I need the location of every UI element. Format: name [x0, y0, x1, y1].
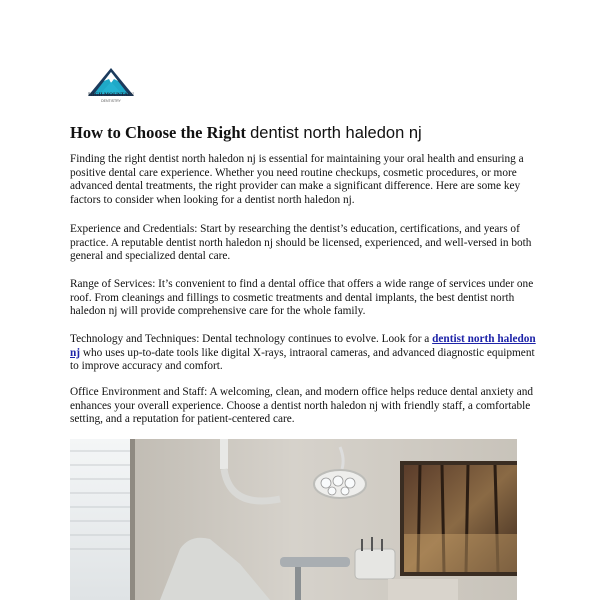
intro-paragraph: Finding the right dentist north haledon nj is essential for maintaining your oral health and ensuring a positive dental care experience. Whether you need routine checkups, cosmetic procedures, or more advanced dental treatments, the right provider can make a significant difference. Here are some key factors to consider when looking for a dentist north haledon nj.: [70, 153, 524, 206]
tech-text-after: who uses up-to-date tools like digital X-rays, intraoral cameras, and advanced diagnostic equipment to improve accuracy and comfort.: [70, 346, 535, 372]
logo-name: HIGH MOUNTAIN: [88, 92, 134, 98]
experience-paragraph: Experience and Credentials: Start by researching the dentist’s education, certifications, and years of practice. A reputable dentist north haledon nj should be licensed, experienced, and well-versed in both general and specialized dental care.: [70, 223, 532, 262]
page-title: [70, 123, 540, 143]
technology-paragraph: [70, 333, 540, 374]
dental-operatory-image: [70, 439, 517, 600]
dentist-link[interactable]: dentist north haledon nj: [70, 333, 536, 359]
logo-subtitle: DENTISTRY: [101, 99, 121, 103]
dental-office-photo: [70, 439, 517, 600]
title-bold: How to Choose the Right: [70, 123, 246, 142]
office-paragraph: Office Environment and Staff: A welcoming, clean, and modern office helps reduce dental anxiety and enhances your overall experience. Choose a dentist north haledon nj with friendly staff, a comfortable setting, and a reputation for patient-centered care.: [70, 386, 534, 425]
title-keyword: dentist north haledon nj: [250, 124, 422, 142]
tech-text-before: Technology and Techniques: Dental technology continues to evolve. Look for a: [70, 333, 433, 345]
services-paragraph: Range of Services: It’s convenient to find a dental office that offers a wide range of services under one roof. From cleanings and fillings to cosmetic treatments and dental implants, the best dentist north haledon nj will provide comprehensive care for the whole family.: [70, 278, 534, 317]
mountain-logo-icon: [80, 66, 142, 110]
